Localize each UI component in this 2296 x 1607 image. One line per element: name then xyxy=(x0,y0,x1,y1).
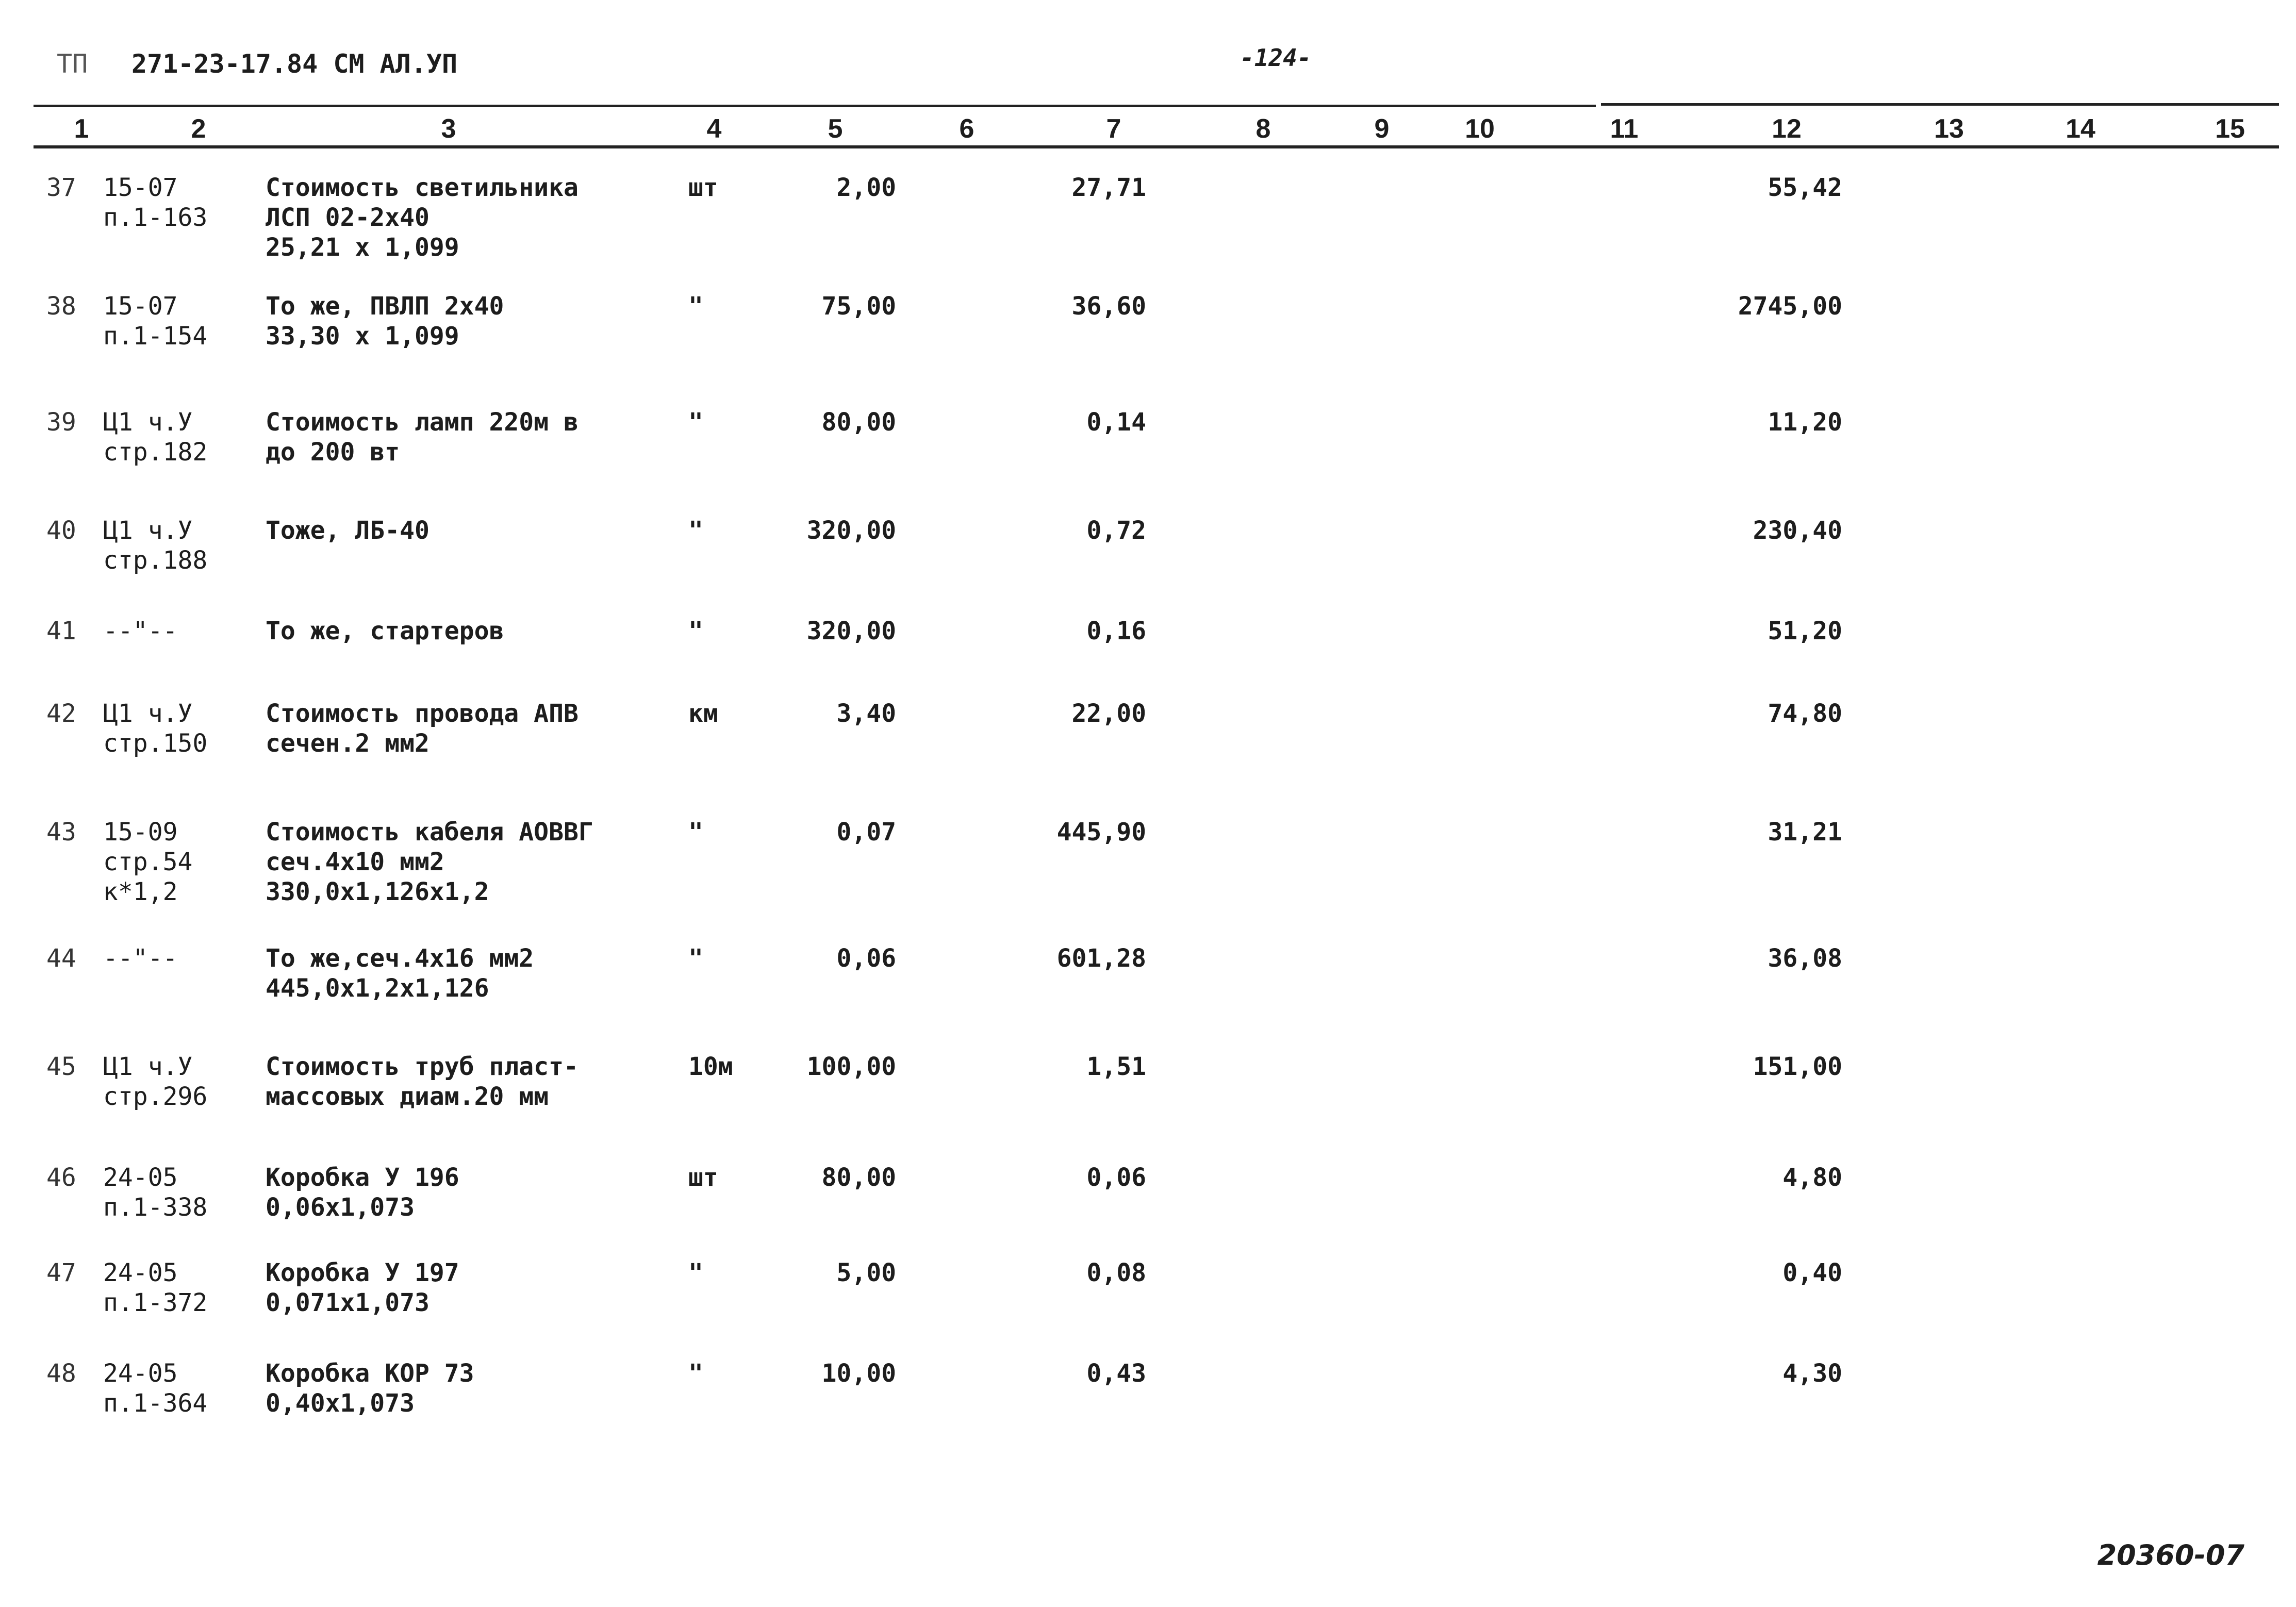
quantity: 0,06 xyxy=(836,944,896,973)
table-row xyxy=(0,1359,2296,1472)
unit: " xyxy=(688,292,703,321)
description-line: Коробка КОР 73 xyxy=(266,1359,474,1388)
reference-code xyxy=(103,616,178,646)
item-description xyxy=(266,1163,459,1222)
column-number: 4 xyxy=(706,114,722,144)
description-line: 0,071x1,073 xyxy=(266,1288,430,1317)
doc-code: 271-23-17.84 СМ АЛ.УП xyxy=(131,49,458,79)
description-line: 33,30 x 1,099 xyxy=(266,322,459,351)
reference-line: к*1,2 xyxy=(103,877,178,906)
description-line: 25,21 x 1,099 xyxy=(266,233,459,262)
row-number: 45 xyxy=(46,1052,76,1081)
unit-price: 0,06 xyxy=(1086,1163,1146,1192)
unit: 10м xyxy=(688,1052,733,1081)
total-cost: 31,21 xyxy=(1768,818,1842,847)
unit-price: 0,43 xyxy=(1086,1359,1146,1388)
description-line: Стоимость ламп 220м в xyxy=(266,408,579,437)
total-cost: 74,80 xyxy=(1768,699,1842,728)
unit-price: 1,51 xyxy=(1086,1052,1146,1081)
description-line: Стоимость труб пласт- xyxy=(266,1052,579,1081)
reference-line: 15-07 xyxy=(103,173,178,202)
column-number: 14 xyxy=(2066,114,2095,144)
item-description xyxy=(266,1359,474,1418)
reference-line: --"-- xyxy=(103,944,178,973)
unit: " xyxy=(688,516,703,545)
table-row xyxy=(0,1052,2296,1165)
column-number: 2 xyxy=(191,114,206,144)
reference-code xyxy=(103,173,207,233)
column-number: 11 xyxy=(1610,114,1639,144)
reference-line: п.1-338 xyxy=(103,1193,208,1222)
description-line: 0,40x1,073 xyxy=(266,1389,415,1418)
description-line: до 200 вт xyxy=(266,438,400,467)
reference-line: 15-09 xyxy=(103,818,178,847)
reference-line: стр.296 xyxy=(103,1082,208,1111)
item-description xyxy=(266,173,579,262)
description-line: То же,сеч.4x16 мм2 xyxy=(266,944,534,973)
description-line: ЛСП 02-2x40 xyxy=(266,203,430,232)
reference-code xyxy=(103,1163,207,1222)
item-description xyxy=(266,817,593,907)
quantity: 75,00 xyxy=(821,292,896,321)
description-line: сеч.4x10 мм2 xyxy=(266,848,444,876)
reference-line: п.1-372 xyxy=(103,1288,208,1317)
description-line: Коробка У 197 xyxy=(266,1258,459,1287)
item-description xyxy=(266,516,430,545)
column-number: 7 xyxy=(1106,114,1121,144)
total-cost: 36,08 xyxy=(1768,944,1842,973)
description-line: 445,0x1,2x1,126 xyxy=(266,974,489,1003)
quantity: 320,00 xyxy=(806,617,896,645)
header-rule-top-left xyxy=(34,105,1596,107)
reference-code xyxy=(103,1258,207,1318)
description-line: То же, стартеров xyxy=(266,617,504,645)
column-number: 6 xyxy=(959,114,974,144)
item-description xyxy=(266,616,504,646)
reference-code xyxy=(103,291,207,351)
row-number: 38 xyxy=(46,292,76,321)
row-number: 48 xyxy=(46,1359,76,1388)
unit-price: 0,16 xyxy=(1086,617,1146,645)
row-number: 40 xyxy=(46,516,76,545)
column-number: 10 xyxy=(1465,114,1495,144)
row-number: 41 xyxy=(46,617,76,645)
quantity: 80,00 xyxy=(821,408,896,437)
description-line: массовых диам.20 мм xyxy=(266,1082,549,1111)
reference-line: Ц1 ч.У xyxy=(103,516,193,545)
row-number: 42 xyxy=(46,699,76,728)
unit-price: 0,14 xyxy=(1086,408,1146,437)
reference-line: Ц1 ч.У xyxy=(103,408,193,437)
reference-code xyxy=(103,407,207,467)
table-row xyxy=(0,817,2296,931)
unit-price: 36,60 xyxy=(1071,292,1146,321)
column-number: 13 xyxy=(1934,114,1964,144)
table-row xyxy=(0,943,2296,1057)
column-number: 5 xyxy=(828,114,843,144)
total-cost: 4,80 xyxy=(1782,1163,1842,1192)
description-line: сечен.2 мм2 xyxy=(266,729,430,758)
quantity: 320,00 xyxy=(806,516,896,545)
unit: " xyxy=(688,1359,703,1388)
unit-price: 27,71 xyxy=(1071,173,1146,202)
row-number: 39 xyxy=(46,408,76,437)
header-rule-bottom xyxy=(34,145,2279,148)
column-number: 15 xyxy=(2215,114,2245,144)
unit: " xyxy=(688,408,703,437)
table-row xyxy=(0,407,2296,521)
item-description xyxy=(266,699,579,758)
reference-code xyxy=(103,943,178,973)
table-row xyxy=(0,1258,2296,1371)
unit: " xyxy=(688,818,703,847)
unit-price: 601,28 xyxy=(1056,944,1146,973)
page-number: -124- xyxy=(1240,44,1312,72)
unit: км xyxy=(688,699,718,728)
unit: шт xyxy=(688,1163,718,1192)
description-line: То же, ПВЛП 2x40 xyxy=(266,292,504,321)
row-number: 37 xyxy=(46,173,76,202)
column-number: 9 xyxy=(1374,114,1390,144)
quantity: 10,00 xyxy=(821,1359,896,1388)
total-cost: 4,30 xyxy=(1782,1359,1842,1388)
total-cost: 55,42 xyxy=(1768,173,1842,202)
item-description xyxy=(266,1052,579,1112)
reference-line: Ц1 ч.У xyxy=(103,1052,193,1081)
reference-line: --"-- xyxy=(103,617,178,645)
unit-price: 445,90 xyxy=(1056,818,1146,847)
unit-price: 0,72 xyxy=(1086,516,1146,545)
item-description xyxy=(266,943,534,1003)
quantity: 80,00 xyxy=(821,1163,896,1192)
reference-code xyxy=(103,516,207,575)
reference-line: Ц1 ч.У xyxy=(103,699,193,728)
reference-line: стр.54 xyxy=(103,848,193,876)
reference-line: 15-07 xyxy=(103,292,178,321)
total-cost: 151,00 xyxy=(1753,1052,1842,1081)
reference-code xyxy=(103,1052,207,1112)
description-line: Коробка У 196 xyxy=(266,1163,459,1192)
reference-line: п.1-364 xyxy=(103,1389,208,1418)
table-row xyxy=(0,173,2296,286)
row-number: 44 xyxy=(46,944,76,973)
reference-line: п.1-163 xyxy=(103,203,208,232)
unit-price: 0,08 xyxy=(1086,1258,1146,1287)
unit: " xyxy=(688,617,703,645)
reference-line: п.1-154 xyxy=(103,322,208,351)
row-number: 43 xyxy=(46,818,76,847)
description-line: 0,06x1,073 xyxy=(266,1193,415,1222)
item-description xyxy=(266,291,504,351)
column-number: 3 xyxy=(441,114,456,144)
unit: шт xyxy=(688,173,718,202)
reference-code xyxy=(103,1359,207,1418)
total-cost: 2745,00 xyxy=(1738,292,1842,321)
table-row xyxy=(0,291,2296,405)
column-number: 12 xyxy=(1772,114,1802,144)
item-description xyxy=(266,1258,459,1318)
reference-code xyxy=(103,817,192,907)
row-number: 47 xyxy=(46,1258,76,1287)
reference-line: 24-05 xyxy=(103,1163,178,1192)
column-number: 8 xyxy=(1256,114,1271,144)
reference-line: 24-05 xyxy=(103,1359,178,1388)
table-row xyxy=(0,516,2296,629)
quantity: 100,00 xyxy=(806,1052,896,1081)
reference-line: стр.150 xyxy=(103,729,208,758)
table-row xyxy=(0,699,2296,812)
header-rule-top-right xyxy=(1601,103,2279,106)
total-cost: 11,20 xyxy=(1768,408,1842,437)
unit-price: 22,00 xyxy=(1071,699,1146,728)
row-number: 46 xyxy=(46,1163,76,1192)
description-line: Тоже, ЛБ-40 xyxy=(266,516,430,545)
reference-line: 24-05 xyxy=(103,1258,178,1287)
unit: " xyxy=(688,1258,703,1287)
total-cost: 51,20 xyxy=(1768,617,1842,645)
description-line: Стоимость кабеля АОВВГ xyxy=(266,818,593,847)
description-line: Стоимость провода АПВ xyxy=(266,699,579,728)
item-description xyxy=(266,407,579,467)
description-line: 330,0x1,126x1,2 xyxy=(266,877,489,906)
reference-line: стр.188 xyxy=(103,546,208,575)
doc-series-label: ТП xyxy=(57,49,88,79)
archive-stamp: 20360-07 xyxy=(2097,1539,2244,1571)
reference-code xyxy=(103,699,207,758)
column-number: 1 xyxy=(74,114,89,144)
quantity: 2,00 xyxy=(836,173,896,202)
quantity: 3,40 xyxy=(836,699,896,728)
quantity: 0,07 xyxy=(836,818,896,847)
description-line: Стоимость светильника xyxy=(266,173,579,202)
total-cost: 0,40 xyxy=(1782,1258,1842,1287)
quantity: 5,00 xyxy=(836,1258,896,1287)
unit: " xyxy=(688,944,703,973)
total-cost: 230,40 xyxy=(1753,516,1842,545)
reference-line: стр.182 xyxy=(103,438,208,467)
